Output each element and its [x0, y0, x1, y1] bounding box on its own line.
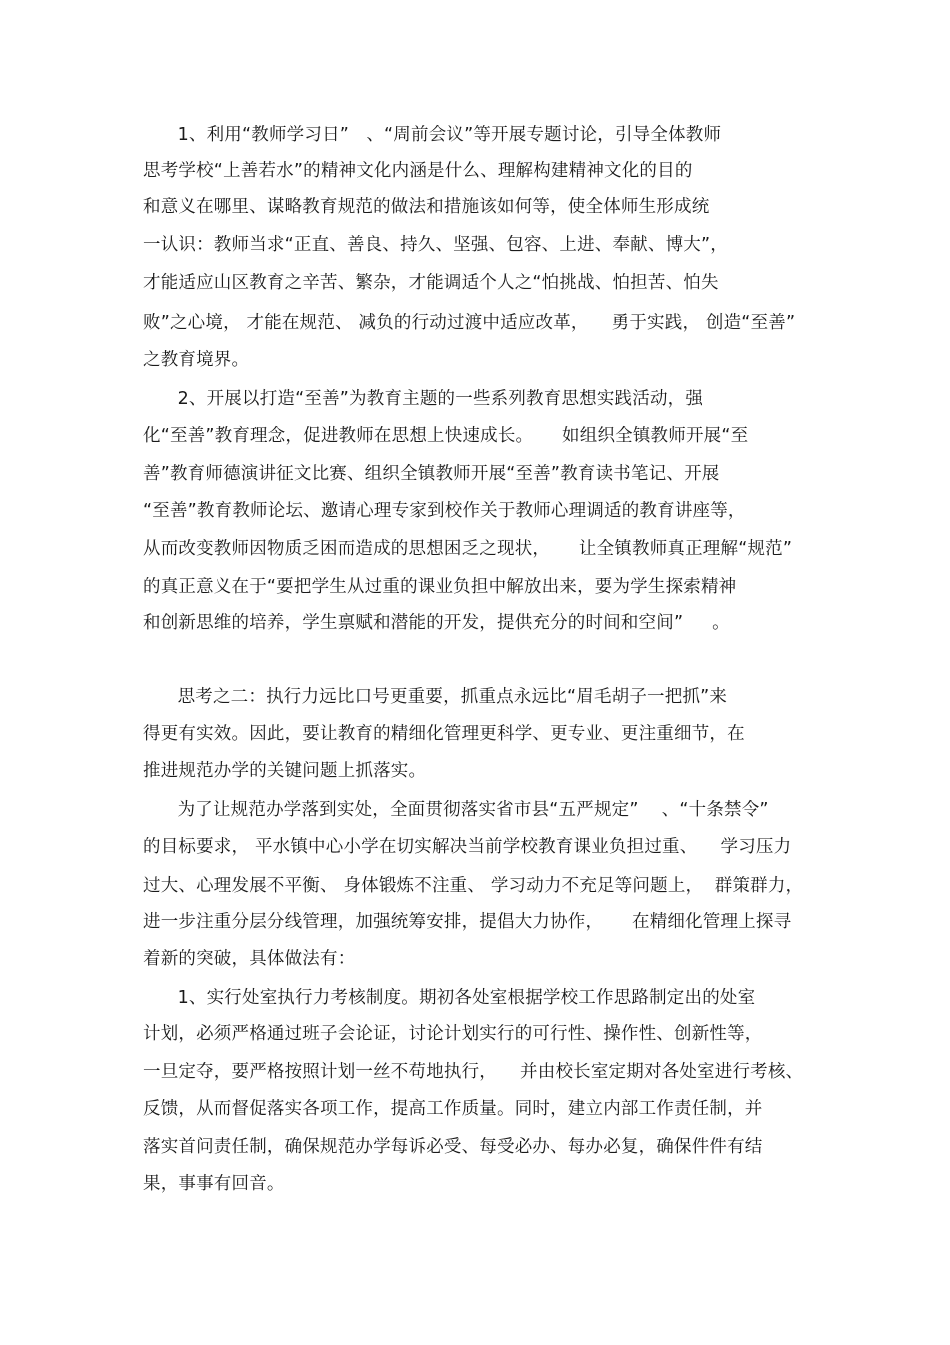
paragraph-4-line-1: 为了让规范办学落到实处，全面贯彻落实省市县“五严规定” 、“十条禁令”	[143, 800, 769, 820]
paragraph-5-line-4: 反馈，从而督促落实各项工作，提高工作质量。同时，建立内部工作责任制，并	[143, 1099, 763, 1119]
paragraph-4-line-2: 的目标要求， 平水镇中心小学在切实解决当前学校教育课业负担过重、 学习压力	[143, 837, 792, 857]
paragraph-4-line-5: 着新的突破，具体做法有：	[143, 949, 356, 969]
paragraph-1-line-4: 一认识：教师当求“正直、善良、持久、坚强、包容、上进、奉献、博大”，	[143, 235, 728, 255]
paragraph-5-line-2: 计划，必须严格通过班子会论证，讨论计划实行的可行性、操作性、创新性等，	[143, 1024, 763, 1044]
paragraph-5-line-1: 1、实行处室执行力考核制度。期初各处室根据学校工作思路制定出的处室	[143, 988, 756, 1008]
paragraph-2-line-5: 从而改变教师因物质乏困而造成的思想困乏之现状， 让全镇教师真正理解“规范”	[143, 539, 793, 559]
paragraph-2-line-7: 和创新思维的培养，学生禀赋和潜能的开发，提供充分的时间和空间” 。	[143, 613, 730, 633]
paragraph-1-line-2: 思考学校“上善若水”的精神文化内涵是什么、理解构建精神文化的目的	[143, 161, 693, 181]
paragraph-5-line-3: 一旦定夺，要严格按照计划一丝不苟地执行， 并由校长室定期对各处室进行考核、	[143, 1062, 804, 1082]
paragraph-5-line-5: 落实首问责任制，确保规范办学每诉必受、每受必办、每办必复，确保件件有结	[143, 1137, 763, 1157]
paragraph-2-line-2: 化“至善”教育理念，促进教师在思想上快速成长。 如组织全镇教师开展“至	[143, 426, 749, 446]
paragraph-1-line-5: 才能适应山区教育之辛苦、繁杂，才能调适个人之“怕挑战、怕担苦、怕失	[143, 273, 719, 293]
paragraph-5-line-6: 果，事事有回音。	[143, 1174, 285, 1194]
paragraph-3-line-1: 思考之二：执行力远比口号更重要，抓重点永远比“眉毛胡子一把抓”来	[143, 687, 728, 707]
paragraph-1-line-3: 和意义在哪里、谋略教育规范的做法和措施该如何等，使全体师生形成统	[143, 197, 710, 217]
paragraph-3-line-3: 推进规范办学的关键问题上抓落实。	[143, 761, 427, 781]
paragraph-3-line-2: 得更有实效。因此，要让教育的精细化管理更科学、更专业、更注重细节，在	[143, 724, 745, 744]
paragraph-2-line-3: 善”教育师德演讲征文比赛、组织全镇教师开展“至善”教育读书笔记、开展	[143, 464, 720, 484]
paragraph-1-line-6: 败”之心境， 才能在规范、 减负的行动过渡中适应改革， 勇于实践， 创造“至善”	[143, 313, 796, 333]
paragraph-2-line-1: 2、开展以打造“至善”为教育主题的一些系列教育思想实践活动，强	[143, 389, 704, 409]
paragraph-2-line-6: 的真正意义在于“要把学生从过重的课业负担中解放出来，要为学生探索精神	[143, 577, 737, 597]
paragraph-4-line-4: 进一步注重分层分线管理，加强统筹安排，提倡大力协作， 在精细化管理上探寻	[143, 912, 792, 932]
paragraph-4-line-3: 过大、心理发展不平衡、 身体锻炼不注重、 学习动力不充足等问题上， 群策群力，	[143, 876, 804, 896]
paragraph-1-line-7: 之教育境界。	[143, 350, 250, 370]
paragraph-1-line-1: 1、利用“教师学习日” 、“周前会议”等开展专题讨论，引导全体教师	[143, 125, 722, 145]
paragraph-2-line-4: “至善”教育教师论坛、邀请心理专家到校作关于教师心理调适的教育讲座等，	[143, 501, 746, 521]
